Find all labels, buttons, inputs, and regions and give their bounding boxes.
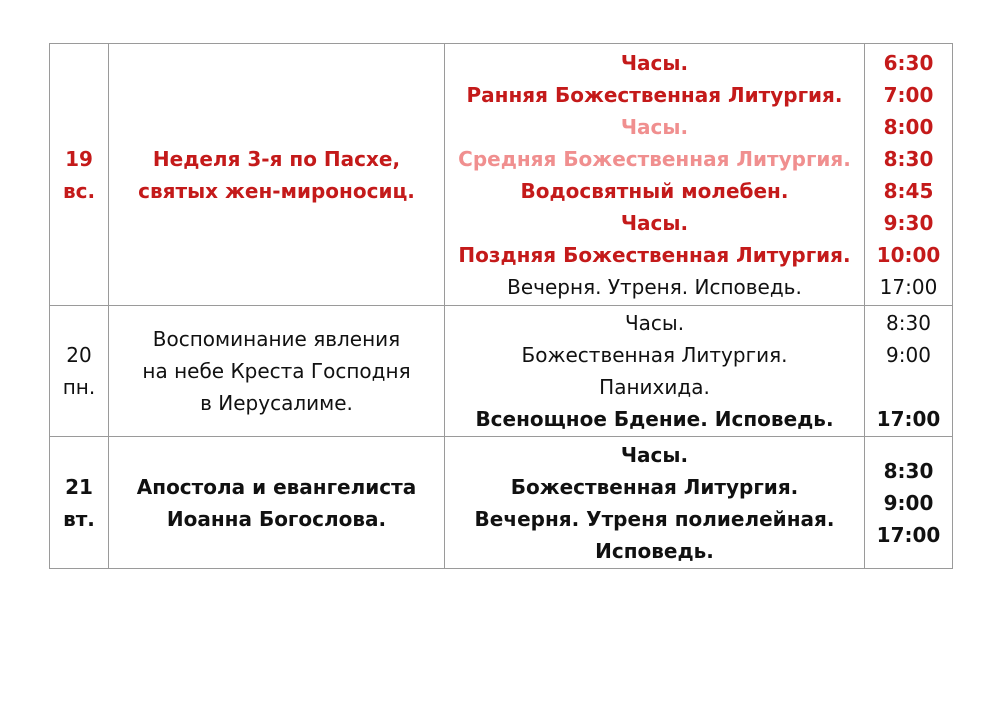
time-line: 17:00 [876, 522, 941, 547]
time-line: 9:30 [883, 210, 934, 235]
service-line: Исповедь. [595, 538, 714, 563]
day-number: 19 [65, 146, 93, 171]
service-schedule-table [49, 43, 953, 569]
time-line: 9:00 [883, 490, 934, 515]
day-number: 20 [66, 343, 92, 367]
time-line: 8:00 [883, 114, 934, 139]
time-line: 17:00 [876, 407, 941, 431]
time-line: 6:30 [883, 50, 934, 75]
service-line: Часы. [620, 442, 689, 467]
time-line: 7:00 [883, 82, 934, 107]
feast-line: Неделя 3-я по Пасхе, [152, 146, 401, 171]
weekday: вт. [63, 506, 95, 531]
service-line: Вечерня. Утреня. Исповедь. [507, 274, 802, 299]
service-line: Водосвятный молебен. [520, 178, 789, 203]
service-line: Панихида. [599, 375, 710, 399]
feast-line: Иоанна Богослова. [166, 506, 387, 531]
service-line: Часы. [620, 210, 689, 235]
feast-line: Апостола и евангелиста [136, 474, 417, 499]
date-cell [50, 44, 109, 306]
services-cell [445, 306, 865, 437]
time-line: 8:30 [886, 311, 931, 335]
table-row [50, 44, 953, 306]
time-line: 8:30 [883, 458, 934, 483]
service-line: Всенощное Бдение. Исповедь. [475, 407, 834, 431]
feast-line: в Иерусалиме. [200, 391, 353, 415]
services-cell [445, 437, 865, 569]
day-number: 21 [65, 474, 93, 499]
service-line: Часы. [624, 311, 685, 335]
table-row [50, 437, 953, 569]
feast-line: святых жен-мироносиц. [138, 178, 415, 203]
service-line: Божественная Литургия. [521, 343, 788, 367]
time-line: 17:00 [879, 274, 938, 299]
time-line: 10:00 [876, 242, 941, 267]
feast-line: на небе Креста Господня [142, 359, 411, 383]
date-cell [50, 437, 109, 569]
service-line: Вечерня. Утреня полиелейная. [474, 506, 835, 531]
date-cell [50, 306, 109, 437]
times-cell [865, 437, 953, 569]
feast-cell [109, 44, 445, 306]
table-row [50, 306, 953, 437]
time-line: 8:30 [883, 146, 934, 171]
service-line: Божественная Литургия. [510, 474, 799, 499]
service-line: Часы. [620, 50, 689, 75]
service-line: Ранняя Божественная Литургия. [466, 82, 843, 107]
feast-cell [109, 306, 445, 437]
time-gap [865, 371, 952, 403]
services-cell [445, 44, 865, 306]
service-line: Часы. [620, 114, 689, 139]
times-cell [865, 44, 953, 306]
service-line: Средняя Божественная Литургия. [458, 146, 851, 171]
weekday: пн. [62, 375, 96, 399]
times-cell [865, 306, 953, 437]
weekday: вс. [62, 178, 96, 203]
feast-line: Воспоминание явления [152, 327, 401, 351]
time-line: 9:00 [886, 343, 931, 367]
time-line: 8:45 [883, 178, 934, 203]
feast-cell [109, 437, 445, 569]
service-line: Поздняя Божественная Литургия. [458, 242, 851, 267]
